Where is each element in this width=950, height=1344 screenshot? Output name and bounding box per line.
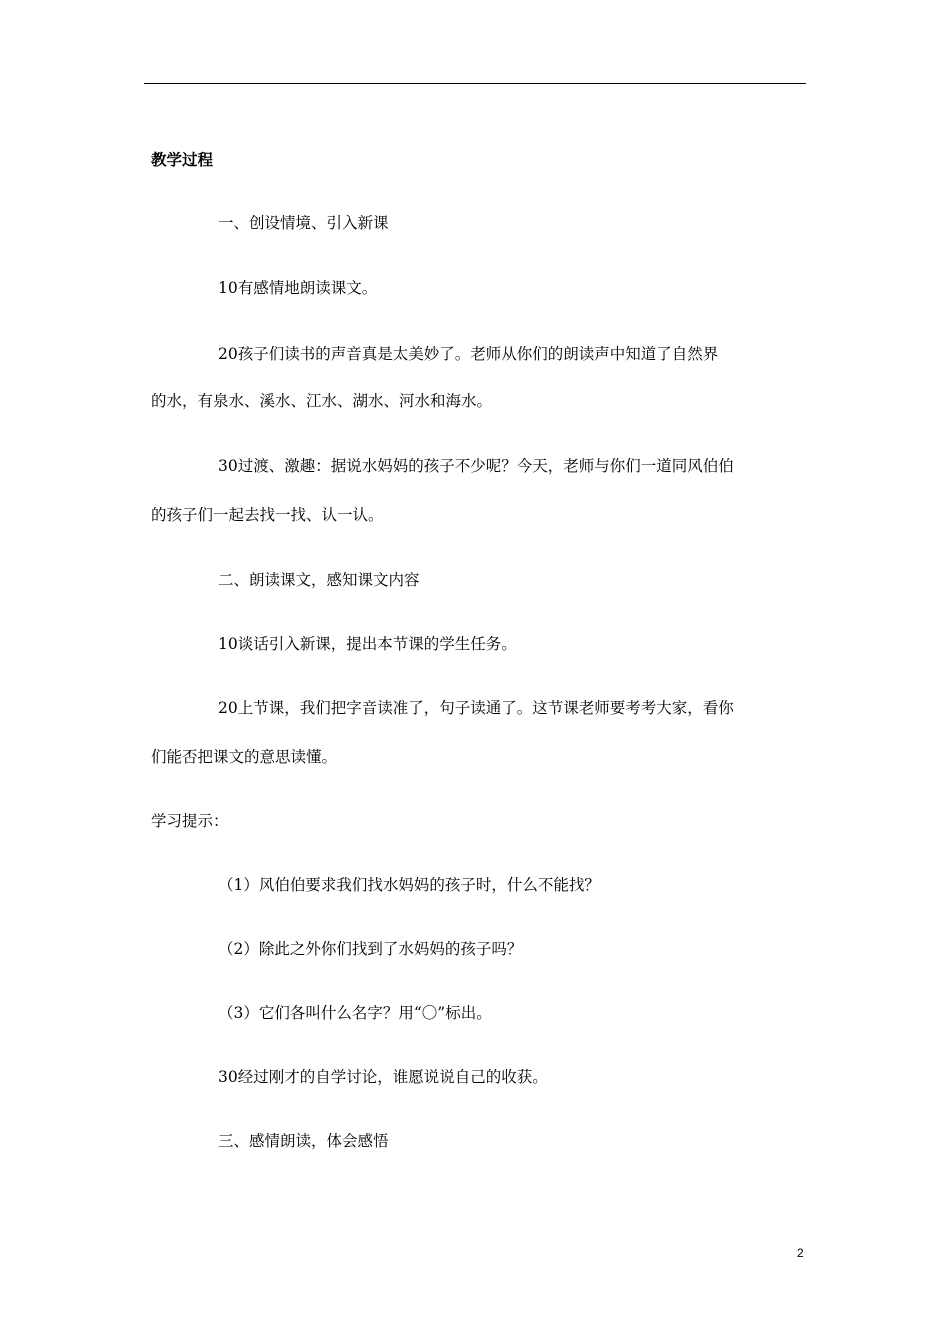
study-tip-item: （2）除此之外你们找到了水妈妈的孩子吗？ bbox=[218, 940, 523, 958]
page-number: 2 bbox=[797, 1246, 804, 1260]
heading-three: 三、感情朗读，体会感悟 bbox=[218, 1132, 389, 1150]
study-tip-item: （3）它们各叫什么名字？用“〇”标出。 bbox=[218, 1004, 492, 1022]
heading-two: 二、朗读课文，感知课文内容 bbox=[218, 571, 420, 589]
paragraph-line: 30经过刚才的自学讨论，谁愿说说自己的收获。 bbox=[218, 1068, 548, 1086]
paragraph-line: 30过渡、激趣：据说水妈妈的孩子不少呢？今天，老师与你们一道同风伯伯 bbox=[218, 457, 734, 475]
paragraph-line: 们能否把课文的意思读懂。 bbox=[151, 748, 338, 766]
header-rule bbox=[144, 83, 806, 84]
study-tip-item: （1）风伯伯要求我们找水妈妈的孩子时，什么不能找？ bbox=[218, 876, 600, 894]
paragraph-line: 20上节课，我们把字音读准了，句子读通了。这节课老师要考考大家，看你 bbox=[218, 699, 734, 717]
heading-one: 一、创设情境、引入新课 bbox=[218, 214, 389, 232]
paragraph-line: 10有感情地朗读课文。 bbox=[218, 279, 378, 297]
paragraph-line: 10谈话引入新课，提出本节课的学生任务。 bbox=[218, 635, 517, 653]
paragraph-line: 的水，有泉水、溪水、江水、湖水、河水和海水。 bbox=[151, 392, 493, 410]
paragraph-line: 20孩子们读书的声音真是太美妙了。老师从你们的朗读声中知道了自然界 bbox=[218, 345, 719, 363]
paragraph-line: 的孩子们一起去找一找、认一认。 bbox=[151, 506, 384, 524]
section-title: 教学过程 bbox=[151, 150, 214, 169]
study-tips-label: 学习提示： bbox=[151, 812, 229, 830]
